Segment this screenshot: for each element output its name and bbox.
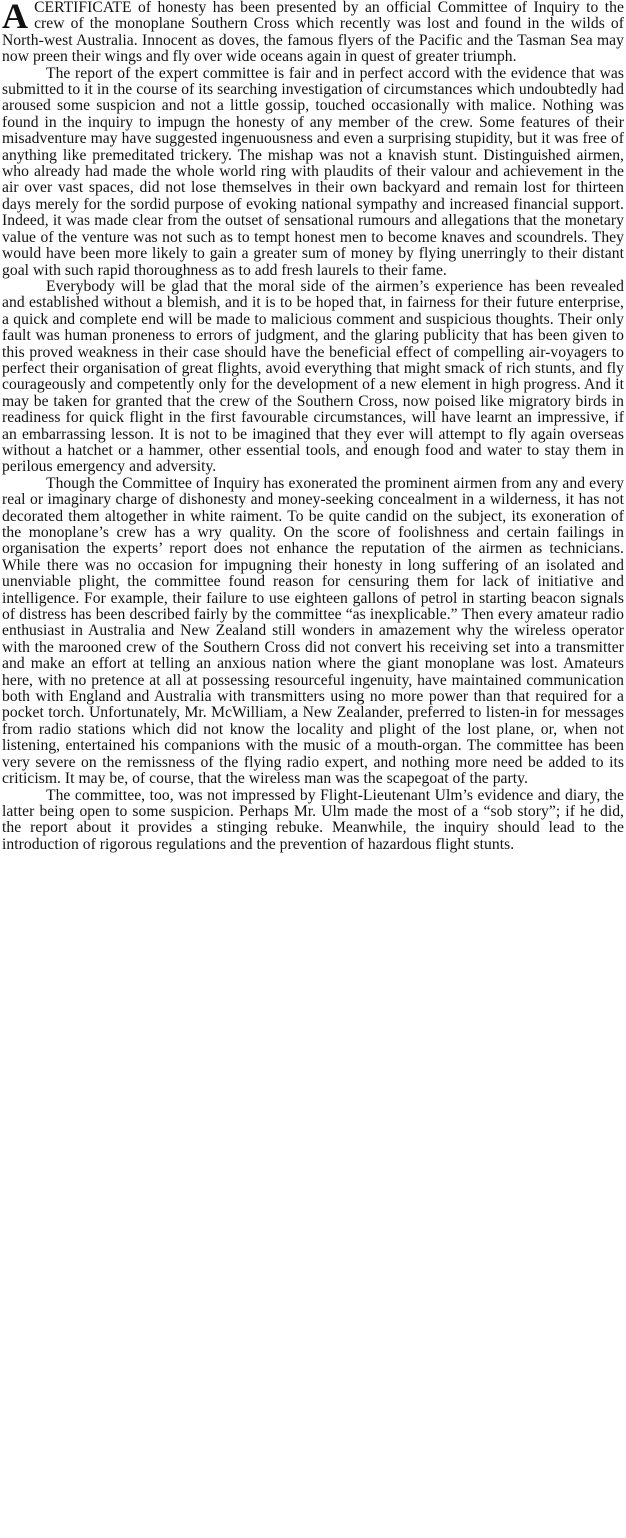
- article-paragraph-5: The committee, too, was not impressed by Flight-Lieutenant Ulm’s evidence and diary, the latter being open to some suspicion. Perhaps Mr. Ulm made the most of a “sob story”; if he did, the report about it provides a stinging rebuke. Meanwhile, the inquiry should lead to the introduction of rigorous regulations and the prevention of hazardous flight stunts.: [2, 786, 624, 853]
- article-paragraph-1: [2, 0, 624, 66]
- article-paragraph-4: Though the Committee of Inquiry has exonerated the prominent airmen from any and every real or imaginary charge of dishonesty and money-seeking concealment in a wilderness, it has not decorated them altogether in white raiment. To be quite candid on the subject, its exoneration of the monoplane’s crew has a wry quality. On the score of foolishness and certain failings in organisation the experts’ report does not enhance the reputation of the airmen as technicians. While there was no occasion for impugning their honesty in long suffering of an isolated and unenviable plight, the committee found reason for censuring them for lack of initiative and intelligence. For example, their failure to use eighteen gallons of petrol in starting beacon signals of distress has been described fairly by the committee “as inexplicable.” Then every amateur radio enthusiast in Australia and New Zealand still wonders in amazement why the wireless operator with the marooned crew of the Southern Cross did not convert his receiving set into a transmitter and make an effort at telling an anxious nation where the giant monoplane was lost. Amateurs here, with no pretence at all at possessing resourceful ingenuity, have maintained communication both with England and Australia with transmitters using no more power than that required for a pocket torch. Unfortunately, Mr. McWilliam, a New Zealander, preferred to listen-in for messages from radio stations which did not know the locality and plight of the lost plane, or, when not listening, entertained his companions with the music of a mouth-organ. The committee has been very severe on the remissness of the flying radio expert, and nothing more need be added to its criticism. It may be, of course, that the wireless man was the scapegoat of the party.: [2, 474, 624, 788]
- article-column: [2, 0, 624, 853]
- paragraph-text: CERTIFICATE of honesty has been presented by an official Committee of Inquiry to the crew of the monoplane Southern Cross which recently was lost and found in the wilds of North-west Australia. Innocent as doves, the famous flyers of the Pacific and the Tasman Sea may now preen their wings and fly over wide oceans again in quest of greater triumph.: [2, 0, 624, 66]
- article-paragraph-2: The report of the expert committee is fair and in perfect accord with the evidence that was submitted to it in the course of its searching investigation of circumstances which undoubtedly had aroused some suspicion and not a little gossip, touched occasionally with malice. Nothing was found in the inquiry to impugn the honesty of any member of the crew. Some features of their misadventure may have suggested ingenuousness and even a surprising stupidity, but it was free of anything like premeditated trickery. The mishap was not a knavish stunt. Distinguished airmen, who already had made the whole world ring with plaudits of their valour and achievement in the air over vast spaces, did not lose themselves in their own backyard and remain lost for thirteen days merely for the sordid purpose of evoking national sympathy and increased financial support. Indeed, it was made clear from the outset of sensational rumours and allegations that the monetary value of the venture was not such as to tempt honest men to become knaves and scoundrels. They would have been more likely to gain a greater sum of money by flying unerringly to their distant goal with such rapid thoroughness as to add fresh laurels to their fame.: [2, 64, 624, 279]
- drop-cap: A: [2, 0, 29, 36]
- article-paragraph-3: Everybody will be glad that the moral side of the airmen’s experience has been revealed and established without a blemish, and it is to be hoped that, in fairness for their future enterprise, a quick and complete end will be made to malicious comment and suspicious thoughts. Their only fault was human proneness to errors of judgment, and the glaring publicity that has been given to this proved weakness in their case should have the beneficial effect of compelling air-voyagers to perfect their organisation of great flights, avoid everything that might smack of rich stunts, and fly courageously and competently only for the development of a new element in high progress. And it may be taken for granted that the crew of the Southern Cross, now poised like migratory birds in readiness for quick flight in the first favourable circumstances, will have learnt an impressive, if an embarrassing lesson. It is not to be imagined that they ever will attempt to fly again overseas without a hatchet or a hammer, other essential tools, and enough food and water to stay them in perilous emergency and adversity.: [2, 277, 624, 476]
